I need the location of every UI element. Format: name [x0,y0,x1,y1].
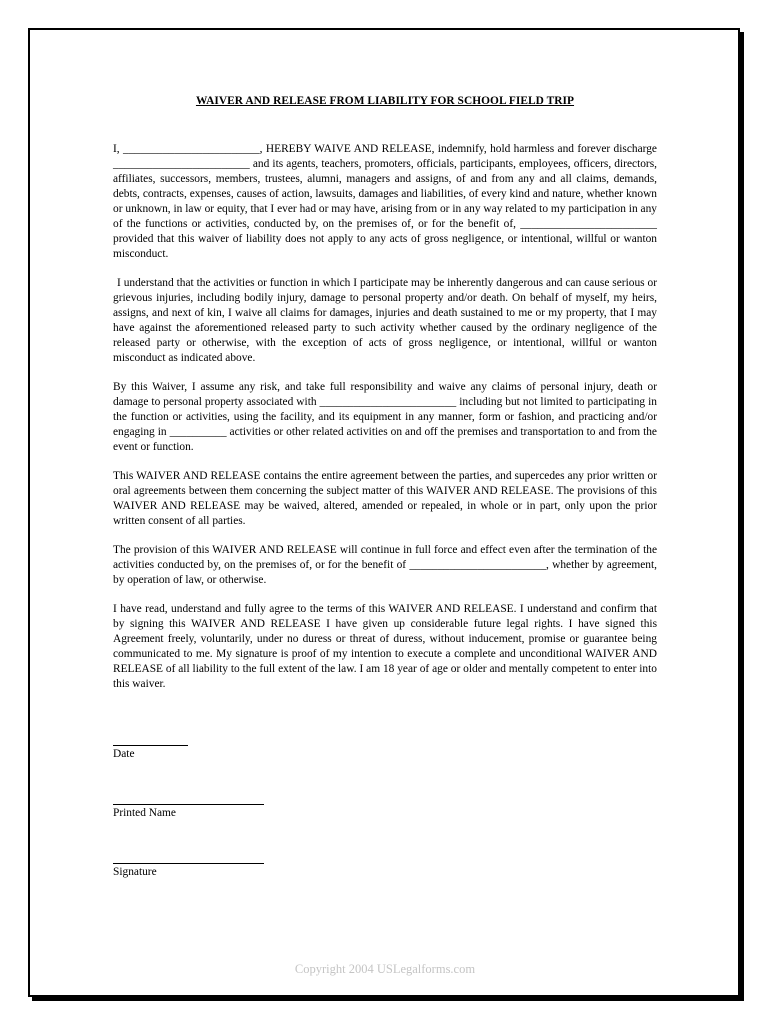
printed-name-line[interactable] [113,804,264,805]
waiver-paragraph-3: By this Waiver, I assume any risk, and take full responsibility and waive any claims of personal injury, death or damage to personal property associated with ________________________ including but not limited to participating in the function or activities, using the facility, and its equipment in any manner, form or fashion, and practicing and/or engaging in __________ activities or other related activities on and off the premises and transportation to and from the event or function. [113,381,657,453]
waiver-paragraph-1: I, ________________________, HEREBY WAIVE AND RELEASE, indemnify, hold harmless and forever discharge ________________________ and its agents, teachers, promoters, officials, participants, employees, officers, directors, affiliates, successors, members, trustees, alumni, managers and assigns, of and from any and all claims, demands, debts, contracts, expenses, causes of action, lawsuits, damages and liabilities, of every kind and nature, whether known or unknown, in law or equity, that I ever had or may have, arising from or in any way related to my participation in any of the functions or activities, conducted by, on the premises of, or for the benefit of, ________________________ provided that this waiver of liability does not apply to any acts of gross negligence, or intentional, willful or wanton misconduct. [113,143,657,260]
waiver-paragraph-2: I understand that the activities or function in which I participate may be inherently dangerous and can cause serious or grievous injuries, including bodily injury, damage to personal property and/or death. On behalf of myself, my heirs, assigns, and next of kin, I waive all claims for damages, injuries and death sustained to me or my property, that I may have against the aforementioned released party to such activity whether caused by the ordinary negligence of the released party or otherwise, with the exception of acts of gross negligence, or intentional, willful or wanton misconduct as indicated above. [113,277,657,364]
printed-name-label: Printed Name [113,807,176,819]
signature-label: Signature [113,866,157,878]
copyright-footer: Copyright 2004 USLegalforms.com [294,962,476,976]
date-label: Date [113,748,135,760]
date-line[interactable] [113,745,188,746]
document-title: WAIVER AND RELEASE FROM LIABILITY FOR SCHOOL FIELD TRIP [195,95,575,107]
signature-line[interactable] [113,863,264,864]
waiver-paragraph-6: I have read, understand and fully agree to the terms of this WAIVER AND RELEASE. I understand and confirm that by signing this WAIVER AND RELEASE I have given up considerable future legal rights. I have signed this Agreement freely, voluntarily, under no duress or threat of duress, without inducement, promise or guarantee being communicated to me. My signature is proof of my intention to execute a complete and unconditional WAIVER AND RELEASE of all liability to the full extent of the law. I am 18 year of age or older and mentally competent to enter into this waiver. [113,603,657,690]
waiver-paragraph-5: The provision of this WAIVER AND RELEASE will continue in full force and effect even after the termination of the activities conducted by, on the premises of, or for the benefit of ________________________, whether by agreement, by operation of law, or otherwise. [113,544,657,586]
waiver-paragraph-4: This WAIVER AND RELEASE contains the entire agreement between the parties, and supercedes any prior written or oral agreements between them concerning the subject matter of this WAIVER AND RELEASE. The provisions of this WAIVER AND RELEASE may be waived, altered, amended or repealed, in whole or in part, only upon the prior written consent of all parties. [113,470,657,527]
